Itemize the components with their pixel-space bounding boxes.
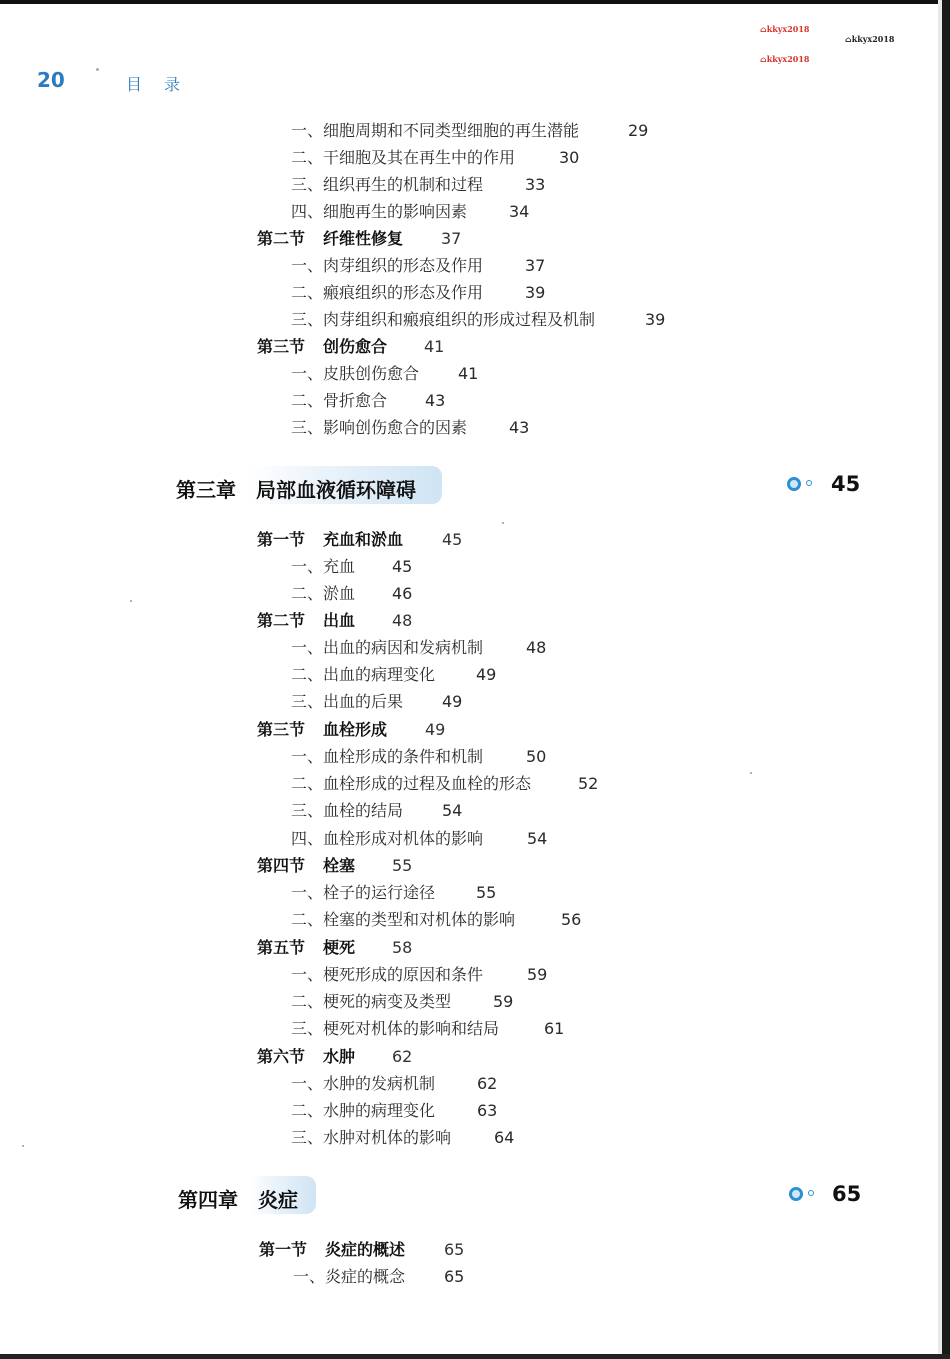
scan-border-bottom (0, 1354, 950, 1359)
toc-item[interactable]: 一、血栓形成的条件和机制 50 (291, 747, 547, 766)
toc-item[interactable]: 三、血栓的结局 54 (291, 801, 463, 820)
toc-item[interactable]: 二、骨折愈合 43 (291, 391, 446, 410)
toc-item[interactable]: 三、肉芽组织和瘢痕组织的形成过程及机制 39 (291, 310, 666, 329)
toc-section[interactable]: 第二节 纤维性修复 37 (257, 229, 462, 248)
toc-item[interactable]: 一、水肿的发病机制 62 (291, 1074, 498, 1093)
watermark-red-top: ⌂kkyx2018 (760, 24, 810, 34)
toc-item[interactable]: 二、干细胞及其在再生中的作用 30 (291, 148, 580, 167)
toc-item[interactable]: 一、肉芽组织的形态及作用 37 (291, 256, 546, 275)
scan-speck (502, 522, 504, 524)
watermark-dark-top: ⌂kkyx2018 (845, 34, 895, 44)
watermark-red-bottom: ⌂kkyx2018 (760, 54, 810, 64)
toc-item[interactable]: 二、栓塞的类型和对机体的影响 56 (291, 910, 582, 929)
scan-border-top (0, 0, 950, 4)
toc-section[interactable]: 第三节 创伤愈合 41 (257, 337, 445, 356)
toc-item[interactable]: 二、梗死的病变及类型 59 (291, 992, 514, 1011)
toc-item[interactable]: 二、瘢痕组织的形态及作用 39 (291, 283, 546, 302)
toc-section[interactable]: 第二节 出血 48 (257, 611, 413, 630)
header-dot (96, 68, 99, 71)
chapter-marker-dot-icon (808, 1190, 814, 1196)
toc-item[interactable]: 二、水肿的病理变化 63 (291, 1101, 498, 1120)
toc-section[interactable]: 第五节 梗死 58 (257, 938, 413, 957)
toc-section[interactable]: 第一节 充血和淤血 45 (257, 530, 463, 549)
toc-section[interactable]: 第六节 水肿 62 (257, 1047, 413, 1066)
toc-item[interactable]: 三、出血的后果 49 (291, 692, 463, 711)
chapter-page: 45 (831, 472, 861, 496)
toc-item[interactable]: 三、水肿对机体的影响 64 (291, 1128, 515, 1147)
chapter-marker-icon (789, 1187, 803, 1201)
toc-item[interactable]: 一、皮肤创伤愈合 41 (291, 364, 479, 383)
chapter-marker-icon (787, 477, 801, 491)
toc-item[interactable]: 一、炎症的概念 65 (293, 1267, 465, 1286)
toc-item[interactable]: 一、梗死形成的原因和条件 59 (291, 965, 548, 984)
toc-section[interactable]: 第三节 血栓形成 49 (257, 720, 446, 739)
toc-item[interactable]: 一、出血的病因和发病机制 48 (291, 638, 547, 657)
toc-item[interactable]: 三、影响创伤愈合的因素 43 (291, 418, 530, 437)
chapter-heading[interactable]: 第四章 炎症 (178, 1188, 298, 1212)
chapter-heading[interactable]: 第三章 局部血液循环障碍 (176, 478, 416, 502)
toc-item[interactable]: 一、栓子的运行途径 55 (291, 883, 497, 902)
scan-speck (130, 600, 132, 602)
toc-item[interactable]: 二、淤血 46 (291, 584, 413, 603)
toc-item[interactable]: 一、充血 45 (291, 557, 413, 576)
toc-item[interactable]: 三、组织再生的机制和过程 33 (291, 175, 546, 194)
chapter-marker-dot-icon (806, 480, 812, 486)
scan-speck (750, 772, 752, 774)
toc-item[interactable]: 三、梗死对机体的影响和结局 61 (291, 1019, 565, 1038)
toc-item[interactable]: 二、血栓形成的过程及血栓的形态 52 (291, 774, 599, 793)
toc-section[interactable]: 第一节 炎症的概述 65 (259, 1240, 465, 1259)
toc-item[interactable]: 二、出血的病理变化 49 (291, 665, 497, 684)
chapter-page: 65 (832, 1182, 862, 1206)
page-number: 20 (37, 68, 65, 92)
toc-item[interactable]: 四、细胞再生的影响因素 34 (291, 202, 530, 221)
page-title: 目录 (126, 75, 203, 94)
scan-speck (22, 1145, 24, 1147)
toc-item[interactable]: 四、血栓形成对机体的影响 54 (291, 829, 548, 848)
toc-section[interactable]: 第四节 栓塞 55 (257, 856, 413, 875)
toc-item[interactable]: 一、细胞周期和不同类型细胞的再生潜能 29 (291, 121, 649, 140)
scan-border-right (942, 0, 950, 1359)
